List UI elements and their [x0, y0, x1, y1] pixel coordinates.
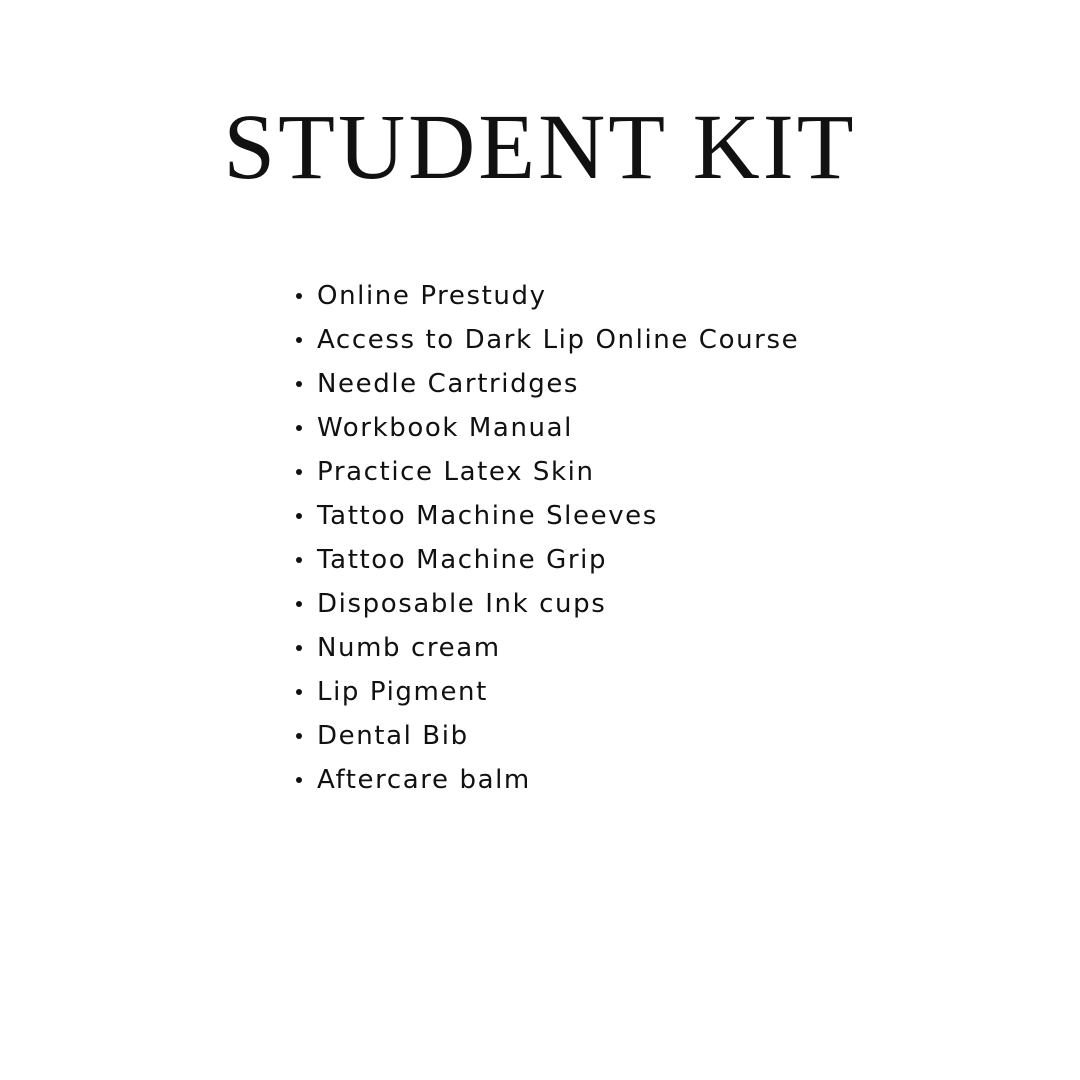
list-item-text: Needle Cartridges [317, 369, 580, 399]
list-item [296, 362, 996, 406]
list-item [296, 274, 996, 318]
list-item-text: Numb cream [317, 633, 501, 663]
list-item-text: Tattoo Machine Grip [317, 545, 608, 575]
bullet-icon [296, 689, 302, 695]
list-item [296, 318, 996, 362]
bullet-icon [296, 513, 302, 519]
bullet-icon [296, 469, 302, 475]
bullet-icon [296, 601, 302, 607]
list-item [296, 538, 996, 582]
list-item [296, 626, 996, 670]
list-item-text: Practice Latex Skin [317, 457, 595, 487]
bullet-icon [296, 425, 302, 431]
list-item [296, 758, 996, 802]
list-item-text: Lip Pigment [317, 677, 488, 707]
list-item [296, 582, 996, 626]
bullet-icon [296, 777, 302, 783]
list-item [296, 406, 996, 450]
list-item [296, 450, 996, 494]
list-item [296, 714, 996, 758]
list-item-text: Aftercare balm [317, 765, 531, 795]
list-item-text: Access to Dark Lip Online Course [317, 325, 800, 355]
list-item-text: Online Prestudy [317, 281, 547, 311]
list-item-text: Dental Bib [317, 721, 469, 751]
list-item [296, 670, 996, 714]
list-item [296, 494, 996, 538]
bullet-icon [296, 381, 302, 387]
list-item-text: Tattoo Machine Sleeves [317, 501, 658, 531]
bullet-icon [296, 337, 302, 343]
student-kit-list [296, 274, 996, 802]
list-item-text: Workbook Manual [317, 413, 573, 443]
bullet-icon [296, 733, 302, 739]
bullet-icon [296, 293, 302, 299]
bullet-icon [296, 645, 302, 651]
list-item-text: Disposable Ink cups [317, 589, 607, 619]
page-title: STUDENT KIT [223, 96, 857, 199]
bullet-icon [296, 557, 302, 563]
